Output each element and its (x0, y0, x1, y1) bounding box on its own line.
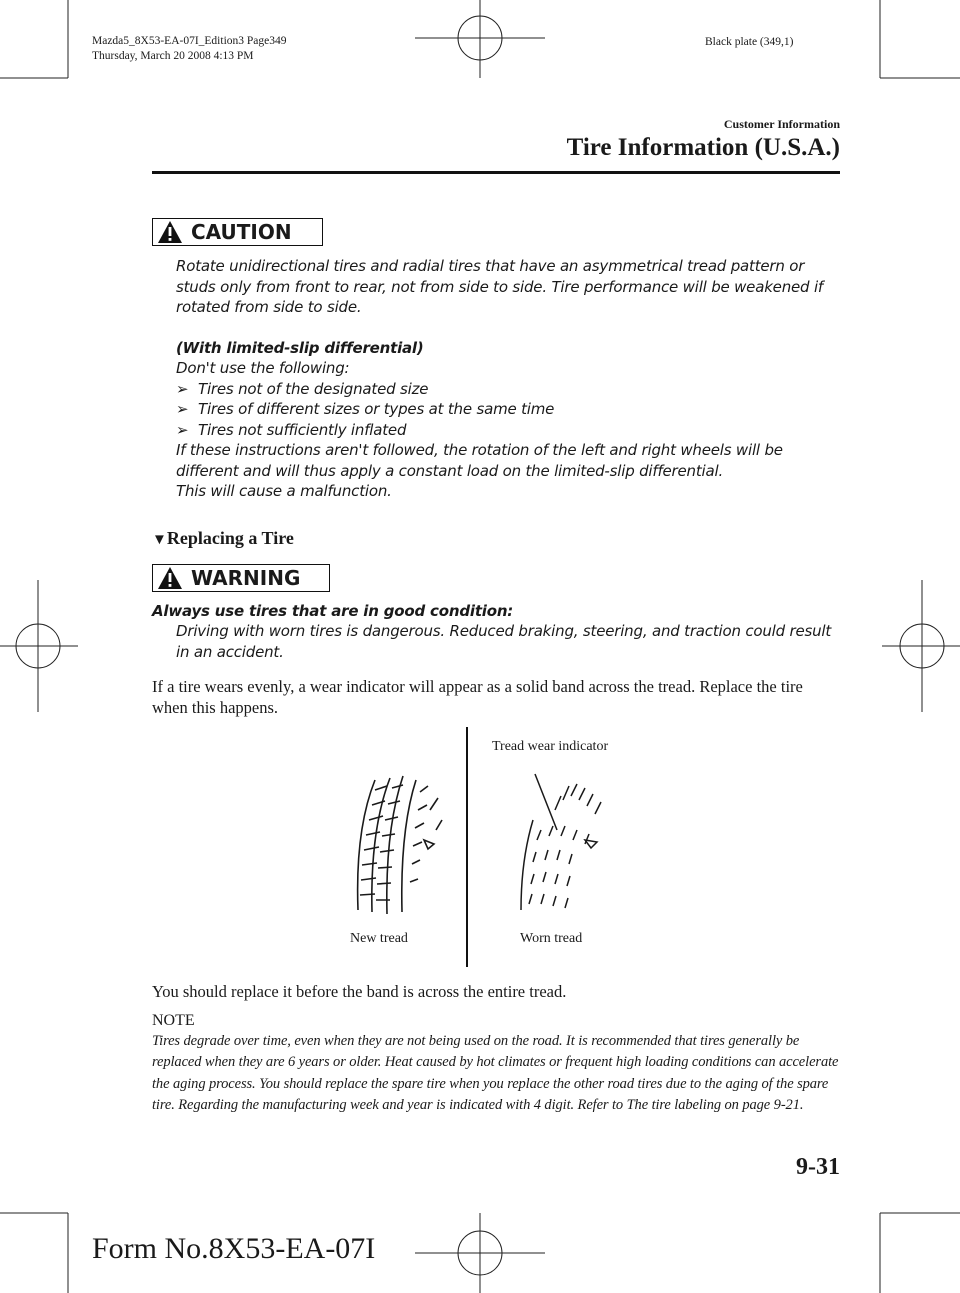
warning-badge-label: WARNING (191, 566, 301, 590)
figure-label-worn: Worn tread (520, 931, 583, 946)
section-category: Customer Information (723, 117, 840, 131)
caution-badge (152, 218, 323, 246)
caution-body (176, 256, 836, 502)
caution-bullet: ➢ Tires of different sizes or types at the same time (176, 400, 555, 418)
triangle-bullet-icon: ▼ (152, 532, 167, 548)
section-heading: ▼Replacing a Tire (152, 528, 294, 548)
figure-label-new: New tread (350, 931, 408, 946)
warning-badge (152, 564, 330, 592)
worn-tread-illustration (505, 770, 625, 920)
caution-paragraph: This will cause a malfunction. (176, 482, 392, 500)
body-paragraph: You should replace it before the band is across the entire tread. (152, 982, 567, 1001)
print-meta-line2: Thursday, March 20 2008 4:13 PM (92, 50, 254, 62)
note-heading: NOTE (152, 1012, 195, 1029)
warning-lead: Always use tires that are in good condition: (152, 602, 514, 620)
plate-label: Black plate (349,1) (705, 36, 794, 48)
body-paragraph: If a tire wears evenly, a wear indicator will appear as a solid band across the tread. Replace the tire when this happens. (152, 677, 803, 717)
caution-paragraph: Rotate unidirectional tires and radial tires that have an asymmetrical tread pattern or studs only from front to rear, not from side to side. Tire performance will be weakened if rotated from side to side. (176, 257, 823, 316)
figure-divider (466, 727, 468, 967)
note-text: Tires degrade over time, even when they are not being used on the road. It is recommended that tires generally be replaced when they are 6 years or older. Heat caused by hot climates or frequent high loading conditions can accelerate the aging process. You should replace the spare tire when you replace the other road tires due to the aging of the spare tire. Regarding the manufacturing week and year is indicated with 4 digit. Refer to The tire labeling on page 9-21. (152, 1033, 839, 1113)
form-number: Form No.8X53-EA-07I (92, 1232, 376, 1265)
warning-triangle-icon (157, 220, 183, 244)
caution-bullet: ➢ Tires not of the designated size (176, 379, 429, 398)
caution-bullet: ➢ Tires not sufficiently inflated (176, 420, 407, 439)
warning-text: Driving with worn tires is dangerous. Reduced braking, steering, and traction could result in an accident. (176, 622, 832, 661)
figure-label-indicator: Tread wear indicator (492, 739, 609, 754)
new-tread-illustration (340, 770, 450, 920)
caution-subheading: (With limited-slip differential) (176, 338, 424, 357)
caution-intro: Don't use the following: (176, 359, 350, 377)
page-number: 9-31 (796, 1154, 840, 1180)
print-metadata (92, 34, 287, 64)
section-title: Tire Information (U.S.A.) (566, 134, 840, 161)
header-rule (152, 171, 840, 174)
warning-triangle-icon (157, 566, 183, 590)
caution-badge-label: CAUTION (191, 220, 292, 244)
caution-paragraph: If these instructions aren't followed, the rotation of the left and right wheels will be different and will thus apply a constant load on the limited-slip differential. (176, 441, 783, 480)
print-meta-line1: Mazda5_8X53-EA-07I_Edition3 Page349 (92, 35, 287, 47)
